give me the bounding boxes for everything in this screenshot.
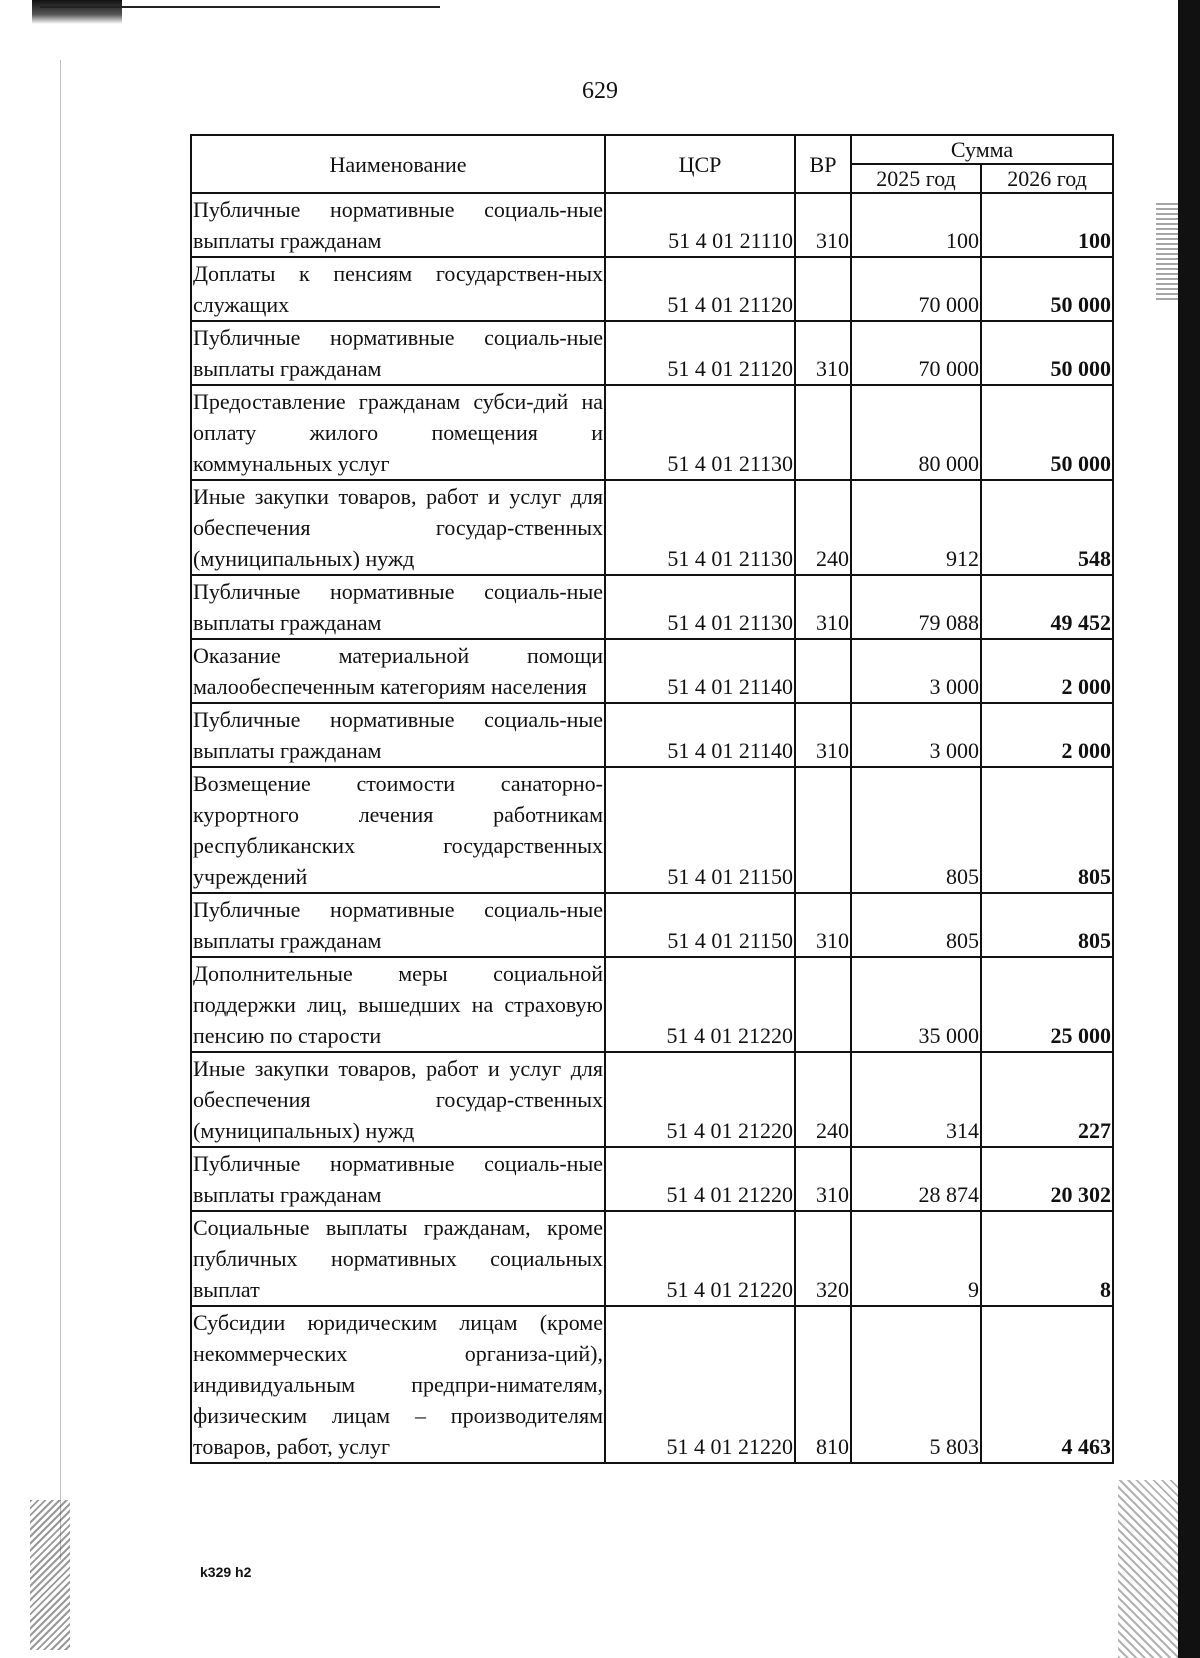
row-vr: 310 — [795, 193, 851, 257]
row-csr: 51 4 01 21150 — [605, 893, 795, 957]
row-sum-2026: 100 — [981, 193, 1113, 257]
row-csr: 51 4 01 21130 — [605, 385, 795, 480]
table-row — [191, 480, 1113, 575]
row-name: Социальные выплаты гражданам, кроме публичных нормативных социальных выплат — [191, 1211, 605, 1306]
row-name: Публичные нормативные социаль-ные выплаты гражданам — [191, 575, 605, 639]
row-name: Дополнительные меры социальной поддержки лиц, вышедших на страховую пенсию по старости — [191, 957, 605, 1052]
row-sum-2026: 805 — [981, 893, 1113, 957]
footer-code: k329 h2 — [200, 1564, 252, 1580]
row-name: Публичные нормативные социаль-ные выплаты гражданам — [191, 1147, 605, 1211]
row-sum-2025: 5 803 — [851, 1306, 981, 1463]
table-row — [191, 767, 1113, 893]
row-csr: 51 4 01 21140 — [605, 703, 795, 767]
row-sum-2026: 20 302 — [981, 1147, 1113, 1211]
scan-artifact-bottom-left-noise — [30, 1500, 70, 1650]
header-sum: Сумма — [851, 135, 1113, 164]
row-sum-2026: 2 000 — [981, 703, 1113, 767]
table-row — [191, 1052, 1113, 1147]
scan-artifact-bottom-right-noise — [1118, 1480, 1178, 1658]
row-sum-2025: 3 000 — [851, 639, 981, 703]
row-csr: 51 4 01 21150 — [605, 767, 795, 893]
row-vr — [795, 767, 851, 893]
row-csr: 51 4 01 21120 — [605, 321, 795, 385]
row-sum-2026: 227 — [981, 1052, 1113, 1147]
row-name: Публичные нормативные социаль-ные выплаты гражданам — [191, 193, 605, 257]
row-sum-2026: 50 000 — [981, 321, 1113, 385]
header-name: Наименование — [191, 135, 605, 193]
row-vr: 810 — [795, 1306, 851, 1463]
row-sum-2025: 9 — [851, 1211, 981, 1306]
page-number: 629 — [582, 78, 618, 104]
row-vr: 310 — [795, 1147, 851, 1211]
row-name: Иные закупки товаров, работ и услуг для обеспечения государ-ственных (муниципальных) нужд — [191, 480, 605, 575]
budget-table — [190, 134, 1114, 1464]
header-year-2026: 2026 год — [981, 164, 1113, 193]
row-csr: 51 4 01 21220 — [605, 1052, 795, 1147]
header-csr: ЦСР — [605, 135, 795, 193]
row-sum-2026: 50 000 — [981, 385, 1113, 480]
scan-artifact-right-edge — [1178, 0, 1200, 1658]
row-sum-2025: 80 000 — [851, 385, 981, 480]
row-vr: 320 — [795, 1211, 851, 1306]
row-sum-2025: 805 — [851, 767, 981, 893]
row-name: Доплаты к пенсиям государствен-ных служащих — [191, 257, 605, 321]
row-sum-2026: 4 463 — [981, 1306, 1113, 1463]
row-vr: 310 — [795, 321, 851, 385]
row-sum-2025: 912 — [851, 480, 981, 575]
row-vr — [795, 257, 851, 321]
row-vr: 240 — [795, 480, 851, 575]
table-row — [191, 957, 1113, 1052]
row-name: Публичные нормативные социаль-ные выплаты гражданам — [191, 321, 605, 385]
row-sum-2026: 50 000 — [981, 257, 1113, 321]
table-row — [191, 893, 1113, 957]
row-sum-2025: 314 — [851, 1052, 981, 1147]
row-csr: 51 4 01 21220 — [605, 1211, 795, 1306]
table-row — [191, 703, 1113, 767]
row-csr: 51 4 01 21130 — [605, 480, 795, 575]
row-vr — [795, 957, 851, 1052]
table-header — [191, 135, 1113, 193]
row-name: Публичные нормативные социаль-ные выплаты гражданам — [191, 703, 605, 767]
table-row — [191, 1147, 1113, 1211]
row-sum-2025: 100 — [851, 193, 981, 257]
table-row — [191, 321, 1113, 385]
table-row — [191, 639, 1113, 703]
table-row — [191, 1306, 1113, 1463]
row-vr — [795, 385, 851, 480]
row-name: Публичные нормативные социаль-ные выплаты гражданам — [191, 893, 605, 957]
table-row — [191, 575, 1113, 639]
table-row — [191, 385, 1113, 480]
row-name: Субсидии юридическим лицам (кроме некоммерческих организа-ций), индивидуальным предпри-нимателям, физическим лицам – производителям товаров, работ, услуг — [191, 1306, 605, 1463]
row-sum-2025: 70 000 — [851, 321, 981, 385]
row-sum-2025: 28 874 — [851, 1147, 981, 1211]
row-vr: 240 — [795, 1052, 851, 1147]
row-sum-2026: 25 000 — [981, 957, 1113, 1052]
row-csr: 51 4 01 21140 — [605, 639, 795, 703]
row-sum-2025: 35 000 — [851, 957, 981, 1052]
header-vr: ВР — [795, 135, 851, 193]
row-csr: 51 4 01 21220 — [605, 1306, 795, 1463]
row-sum-2026: 49 452 — [981, 575, 1113, 639]
row-sum-2025: 3 000 — [851, 703, 981, 767]
row-vr: 310 — [795, 575, 851, 639]
row-csr: 51 4 01 21130 — [605, 575, 795, 639]
scan-artifact-top-left — [32, 0, 122, 24]
header-year-2025: 2025 год — [851, 164, 981, 193]
scan-artifact-left-line — [60, 60, 61, 1560]
row-vr: 310 — [795, 703, 851, 767]
scan-artifact-top-line — [40, 6, 440, 8]
row-sum-2025: 79 088 — [851, 575, 981, 639]
table-row — [191, 193, 1113, 257]
row-name: Предоставление гражданам субси-дий на оплату жилого помещения и коммунальных услуг — [191, 385, 605, 480]
row-sum-2025: 805 — [851, 893, 981, 957]
row-sum-2026: 805 — [981, 767, 1113, 893]
row-name: Возмещение стоимости санаторно-курортного лечения работникам республиканских государственных учреждений — [191, 767, 605, 893]
row-sum-2026: 548 — [981, 480, 1113, 575]
row-csr: 51 4 01 21220 — [605, 957, 795, 1052]
table-row — [191, 1211, 1113, 1306]
table-body — [191, 193, 1113, 1463]
row-sum-2026: 2 000 — [981, 639, 1113, 703]
row-name: Иные закупки товаров, работ и услуг для обеспечения государ-ственных (муниципальных) нужд — [191, 1052, 605, 1147]
row-sum-2025: 70 000 — [851, 257, 981, 321]
row-csr: 51 4 01 21120 — [605, 257, 795, 321]
scan-artifact-right-noise — [1156, 200, 1178, 300]
row-csr: 51 4 01 21220 — [605, 1147, 795, 1211]
row-sum-2026: 8 — [981, 1211, 1113, 1306]
row-vr: 310 — [795, 893, 851, 957]
row-vr — [795, 639, 851, 703]
row-name: Оказание материальной помощи малообеспеченным категориям населения — [191, 639, 605, 703]
row-csr: 51 4 01 21110 — [605, 193, 795, 257]
table-row — [191, 257, 1113, 321]
